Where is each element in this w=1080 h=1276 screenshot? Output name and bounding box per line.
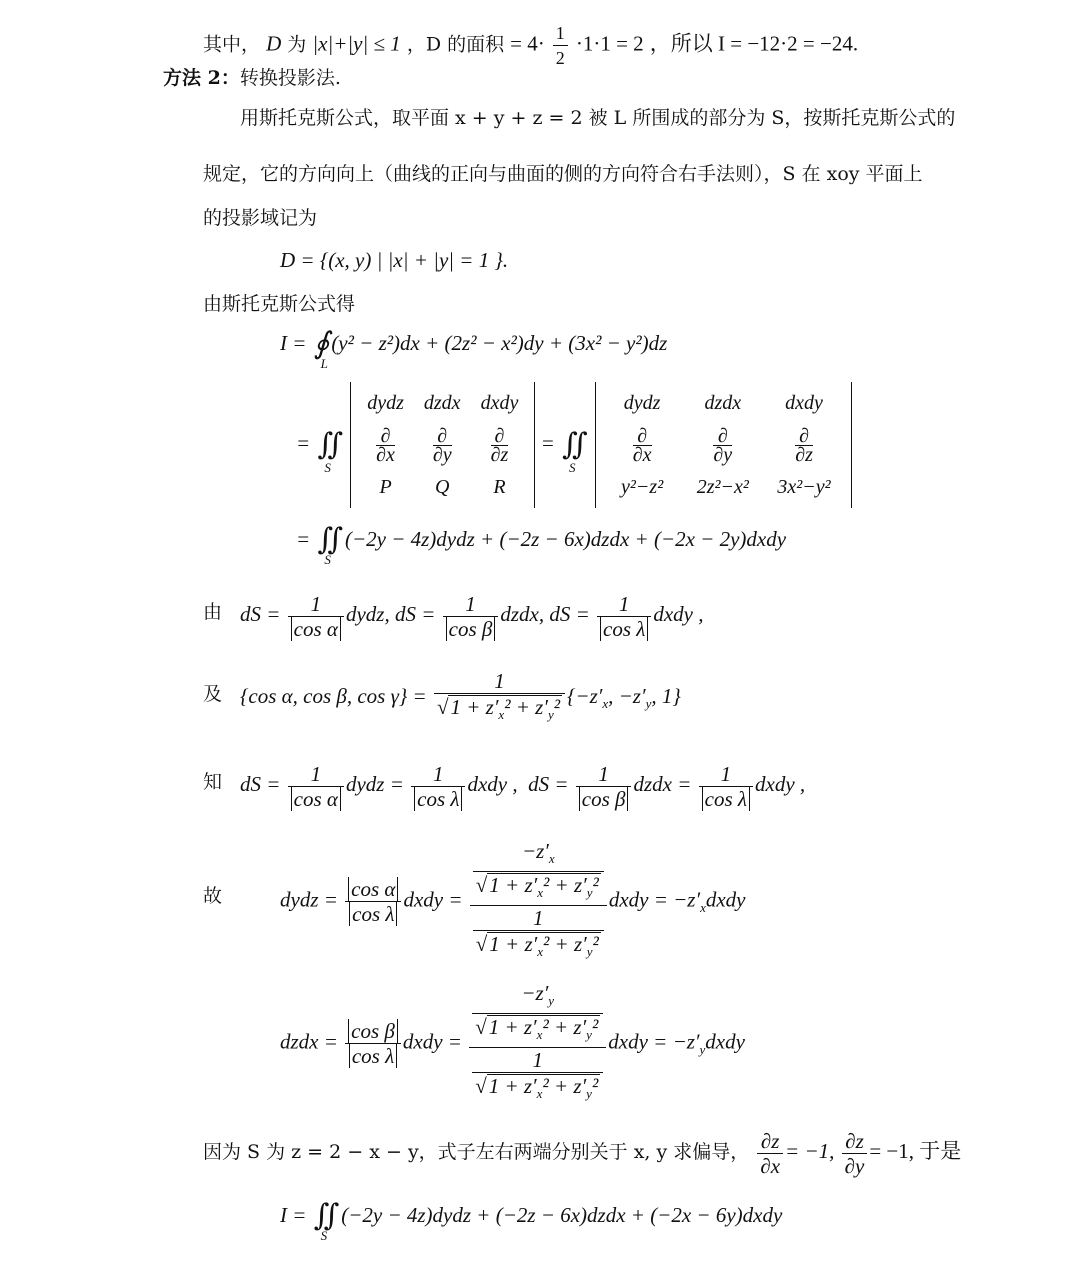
dS-relations: dS = $\frac{1}{\text{cos α}}$ dydz = $\frac{1}{\text{cos λ}}$ dxdy , dS = $\frac{1}{\text{cos β}}$ dzdx = $\frac{1}{\text{cos λ}}$ dxdy , (240, 761, 806, 811)
paragraph-line-1: 用斯托克斯公式，取平面 x + y + z = 2 被 L 所围成的部分为 S，按斯托克斯公式的 (240, 107, 956, 129)
because-line: 因为 S 为 z = 2 − x − y，式子左右两端分别关于 x, y 求偏导， $\frac{\partial z}{\partial x}$ = −1, $\frac{\partial z}{\partial y}$ = −1, 于是 (203, 1128, 962, 1178)
double-integral-icon-4: ∬ S (313, 1199, 340, 1244)
intro-condition: |x|+|y| ≤ 1 (312, 31, 401, 56)
domain-definition: D = {(x, y) | |x| + |y| = 1 }. (280, 248, 509, 272)
method-heading (163, 66, 341, 90)
dzdx-conversion: dzdx = $\frac{\text{cos β}}{\text{cos λ}}$ dxdy = $\frac{\frac{-z'_y}{√1 + z'_x^2 + z'_y^2}}{\frac{1}{√1 + z'_x^2 + z'_y^2}}$ dxdy = $-z'_ydxdy$ (280, 982, 745, 1102)
I-line-integral: I = ∮ L (y² − z²)dx + (2z² − x²)dy + (3x² − y²)dz (280, 327, 668, 372)
contour-integral-icon: ∮ L (313, 327, 330, 372)
determinant-specific: dydz dzdx dxdy ∂ ∂x ∂ ∂y ∂ ∂z y²−z² 2z²−x² 3x²−y² (595, 382, 852, 508)
intro-line (203, 22, 858, 69)
intro-area-label: ，D 的面积 (406, 33, 505, 56)
intro-area-expr-post: ·1·1 = 2 (575, 31, 644, 56)
zhi-label: 知 (203, 771, 223, 793)
direction-cosines: {cos α, cos β, cos γ} = $\frac{1}{√1 + z'_x^2 + z'_y^2}$ {$-z'_x$, $-z'_y$, 1} (240, 668, 681, 732)
dS-definitions: dS = $\frac{1}{\text{cos α}}$ dydz, dS = $\frac{1}{\text{cos β}}$ dzdx, dS = $\frac{1}{\text{cos λ}}$ dxdy , (240, 591, 704, 641)
determinant-equation: = ∬ S dydz dzdx dxdy ∂ ∂x ∂ ∂y ∂ ∂z P Q R = ∬ S dydz dzdx dxdy ∂ ∂x ∂ ∂y ∂ ∂z y²−z² 2z²−x² 3x²−y² (296, 382, 852, 512)
intro-result: ，所以 I = −12·2 = −24. (649, 31, 859, 56)
stokes-intro: 由斯托克斯公式得 (203, 293, 356, 315)
intro-half-fraction: $\frac{1}{2}$ (553, 22, 568, 69)
method-name: 转换投影法. (239, 67, 341, 89)
final-integral-line: I = ∬ S (−2y − 4z)dydz + (−2z − 6x)dzdx + (−2x − 6y)dxdy (280, 1199, 783, 1244)
intro-wei: 为 (287, 33, 307, 56)
because-tail: = −1, 于是 (869, 1139, 962, 1163)
intro-text: 其中， (203, 33, 261, 56)
intro-D: D (266, 31, 282, 56)
double-integral-icon-3: ∬ S (317, 523, 343, 568)
gu-label: 故 (203, 885, 223, 907)
paragraph-line-3: 的投影域记为 (203, 207, 318, 229)
paragraph-line-2: 规定，它的方向向上（曲线的正向与曲面的侧的方向符合右手法则），S 在 xoy 平面上 (203, 163, 923, 185)
double-integral-icon: ∬ S (317, 428, 343, 475)
you-label: 由 (203, 601, 223, 623)
method-label: 方法 2： (163, 67, 240, 89)
curl-result-line: = ∬ S (−2y − 4z)dydz + (−2z − 6x)dzdx + (−2x − 2y)dxdy (296, 523, 787, 568)
intro-area-expr-pre: = 4· (510, 31, 545, 56)
double-integral-icon-2: ∬ S (562, 428, 588, 475)
determinant-generic: dydz dzdx dxdy ∂ ∂x ∂ ∂y ∂ ∂z P Q R (350, 382, 535, 508)
because-text: 因为 S 为 z = 2 − x − y，式子左右两端分别关于 x, y 求偏导， (203, 1141, 750, 1163)
dydz-conversion: dydz = $\frac{\text{cos α}}{\text{cos λ}}$ dxdy = $\frac{\frac{-z'_x}{√1 + z'_x^2 + z'_y^2}}{\frac{1}{√1 + z'_x^2 + z'_y^2}}$ dxdy = $-z'_xdxdy$ (280, 840, 746, 960)
ji-label: 及 (203, 683, 223, 705)
